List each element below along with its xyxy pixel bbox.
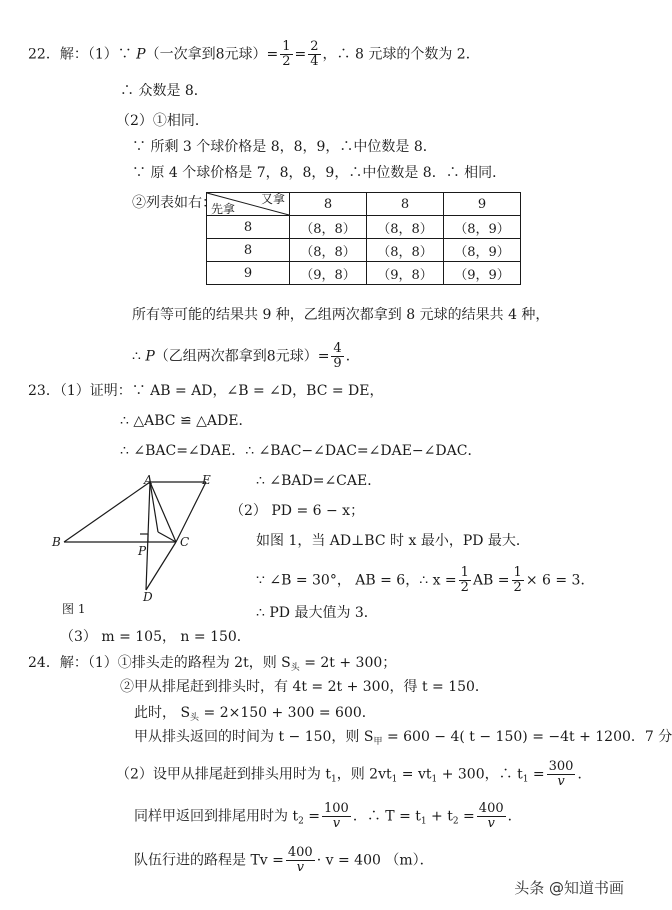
q23-line-6: 如图 1，当 AD⊥BC 时 x 最小，PD 最大． — [256, 533, 530, 549]
fraction: $\frac{400}{v}$ — [287, 845, 313, 875]
label-c: C — [180, 535, 190, 549]
q24-line-5: （2）设甲从排尾赶到排头用时为 $t_1$，则 $2vt_1 = vt_1 + 300$，∴ $t_1$ = $\frac{300}{v}$ ． — [116, 759, 592, 789]
table-corner-cell: 又拿 先拿 — [207, 193, 290, 216]
fraction: $\frac{100}{v}$ — [324, 801, 349, 831]
fraction: $\frac{4}{9}$ — [333, 341, 342, 371]
q23-line-1: 23．（1）证明：∵ AB = AD，∠B = ∠D，BC = DE， — [28, 383, 384, 399]
label-a: A — [144, 473, 153, 487]
table-cell: （9，8） — [290, 262, 367, 285]
table-cell: （8，9） — [444, 216, 521, 239]
table-row — [207, 216, 521, 239]
q23-line-5: （2） PD = 6 − x； — [230, 503, 365, 519]
table-col-header: 8 — [367, 193, 444, 216]
q24-line-2: ②甲从排尾赶到排头时，有 4t = 2t + 300，得 t = 150． — [120, 679, 489, 695]
q22-line-7: 所有等可能的结果共 9 种，乙组两次都拿到 8 元球的结果共 4 种， — [132, 307, 550, 323]
q24-line-1: 24．解：（1）①排头走的路程为 2t，则 $S_头 = 2t + 300$； — [28, 655, 397, 673]
label-b: B — [52, 535, 61, 549]
q22-line-2: ∴ 众数是 8． — [120, 83, 208, 99]
q24-line-4: 甲从排头返回的时间为 t − 150，则 $S_甲 = 600 - 4$( t − 150) = −4t + 1200．7 分 — [134, 729, 672, 747]
fraction: $\frac{1}{2}$ — [513, 565, 522, 595]
q23-line-3: ∴ ∠BAC=∠DAE．∴ ∠BAC−∠DAC=∠DAE−∠DAC． — [120, 443, 482, 459]
q22-line-4: ∵ 所剩 3 个球价格是 8，8，9，∴中位数是 8． — [132, 139, 437, 155]
q22-line-1: 22．解：（1）∵ P（一次拿到8元球）= $\frac{1}{2}$ = $\frac{2}{4}$ ，∴ 8 元球的个数为 2． — [28, 39, 480, 69]
table-row-header: 8 — [207, 216, 290, 239]
figure-caption: 图 1 — [62, 602, 86, 616]
q24-line-3: 此时， $S_头 = 2\times 150 + 300 = 600$． — [134, 705, 376, 723]
q22-line-5: ∵ 原 4 个球价格是 7，8，8，9，∴中位数是 8．∴ 相同． — [132, 165, 507, 181]
table-col-header: 9 — [444, 193, 521, 216]
q22-line-3: （2）①相同． — [116, 113, 209, 129]
table-cell: （8，8） — [290, 239, 367, 262]
q23-line-9: （3） m = 105， n = 150． — [60, 629, 251, 645]
outcome-table — [206, 192, 521, 285]
label-d: D — [143, 590, 153, 604]
table-cell: （8，8） — [367, 239, 444, 262]
table-row — [207, 239, 521, 262]
q24-line-7: 队伍行进的路程是 Tv = $\frac{400}{v}$ · v = 400 （m）． — [134, 845, 434, 875]
label-p: P — [138, 544, 147, 558]
table-header-row — [207, 193, 521, 216]
q23-line-8: ∴ PD 最大值为 3． — [256, 605, 378, 621]
q23-line-7: ∵ ∠B = 30°， AB = 6，∴ x = $\frac{1}{2}$ AB = $\frac{1}{2}$ × 6 = 3． — [256, 565, 595, 595]
fraction: $\frac{2}{4}$ — [310, 39, 319, 69]
q24-line-6: 同样甲返回到排尾用时为 $t_2$ = $\frac{100}{v}$ ．∴ $T = t_1 + t_2$ = $\frac{400}{v}$ ． — [134, 801, 522, 831]
fraction: $\frac{1}{2}$ — [282, 39, 291, 69]
fraction: $\frac{300}{v}$ — [548, 759, 574, 789]
fraction: $\frac{400}{v}$ — [478, 801, 504, 831]
geometry-figure — [40, 470, 230, 610]
table-cell: （9，8） — [367, 262, 444, 285]
table-cell: （9，9） — [444, 262, 521, 285]
table-cell: （8，8） — [290, 216, 367, 239]
table-cell: （8，8） — [367, 216, 444, 239]
table-cell: （8，9） — [444, 239, 521, 262]
watermark: 头条 @知道书画 — [514, 879, 624, 897]
label-e: E — [202, 473, 211, 487]
table-col-header: 8 — [290, 193, 367, 216]
q23-line-4: ∴ ∠BAD=∠CAE． — [256, 473, 382, 489]
table-row — [207, 262, 521, 285]
table-row-header: 9 — [207, 262, 290, 285]
fraction: $\frac{1}{2}$ — [460, 565, 469, 595]
q22-line-8: ∴ P（乙组两次都拿到8元球）= $\frac{4}{9}$ ． — [132, 341, 360, 371]
q22-line-6: ②列表如右： — [132, 195, 216, 211]
q23-line-2: ∴ △ABC ≌ △ADE． — [120, 413, 253, 429]
table-row-header: 8 — [207, 239, 290, 262]
